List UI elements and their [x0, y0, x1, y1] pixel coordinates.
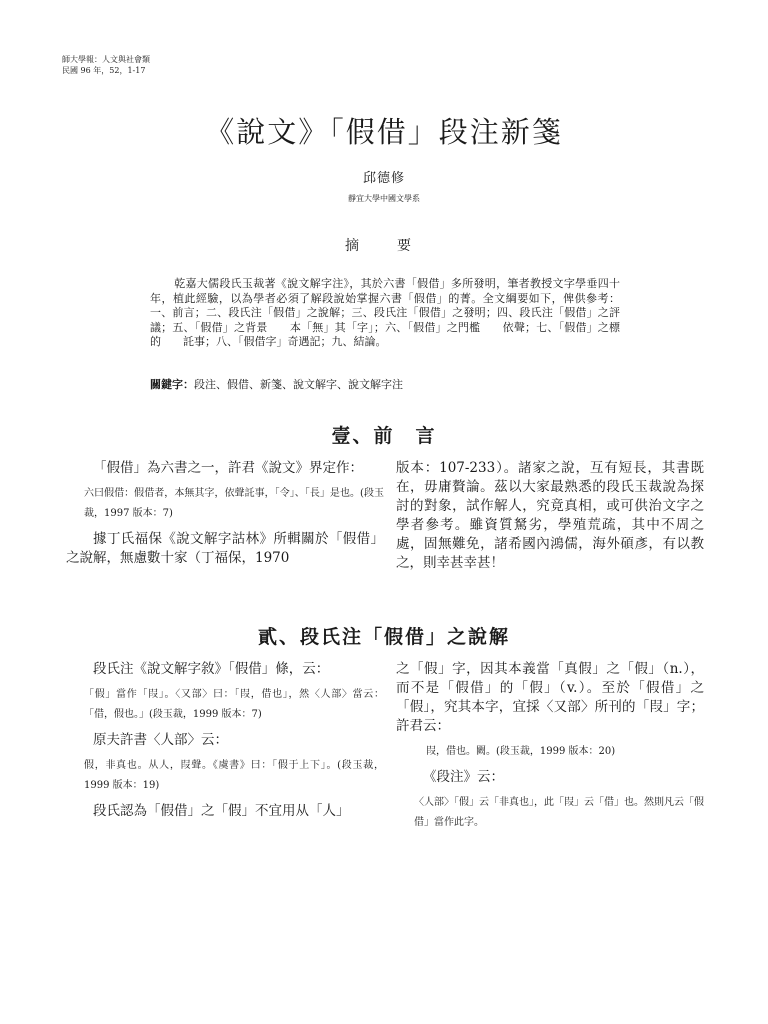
keywords: [150, 378, 620, 392]
paragraph: 段氏注《說文解字敘》「假借」條，云：: [93, 661, 330, 677]
section2-left-column: [66, 660, 384, 821]
paragraph: 據丁氏福保《說文解字詁林》所輯關於「假借」之說解，無慮數十家（丁福保，1970: [66, 531, 384, 566]
block-quote: 「假」當作「叚」。〈又部〉曰：「叚，借也」，然〈人部〉當云：「借，假也。」(段玉裁，1999 版本：7): [84, 689, 384, 720]
block-quote: 六曰假借：假借者，本無其字，依聲託事，「令」、「長」是也。(段玉裁，1997 版本：7): [84, 488, 384, 519]
paragraph: 之「假」字，因其本義當「真假」之「假」（n.），而不是「假借」的「假」（v.）。至於「假借」之「假」，究其本字，宜採〈又部〉所刊的「叚」字；許君云：: [396, 661, 704, 734]
paragraph: 版本：107-233）。諸家之說，互有短長，其書既在，毋庸贅論。茲以大家最熟悉的段氏玉裁說為探討的對象，試作解人，究竟真相，或可供治文字之學者參考。雖資質駑劣，學殖荒疏，其中不周之處，固無難免，諸希國內鴻儒，海外碩彥，有以教之，則幸甚幸甚！: [396, 460, 704, 571]
section-heading-introduction: 壹、前 言: [331, 425, 437, 447]
section-heading-duan-annotation: 貳、段氏注「假借」之說解: [257, 626, 510, 648]
paragraph: 《段注》云：: [423, 769, 504, 785]
journal-name: 師大學報：人文與社會類: [62, 55, 150, 64]
author-name: 邱德修: [362, 171, 405, 186]
paragraph: 「假借」為六書之一，許君《說文》界定作：: [93, 460, 363, 476]
section2-right-column: [396, 660, 704, 839]
keywords-label: 關鍵字：: [150, 378, 194, 391]
abstract-heading: 摘 要: [345, 238, 423, 254]
paragraph: 原夫許書〈人部〉云：: [93, 732, 228, 748]
abstract-body: 乾嘉大儒段氏玉裁著《說文解字注》，其於六書「假借」多所發明，筆者教授文字學垂四十年，植此經驗，以為學者必須了解段說始掌握六書「假借」的菁。全文綱要如下，俾供參考：一、前言；二、段氏注「假借」之說解；三、段氏注「假借」之發明；四、段氏注「假借」之評議；五、「假借」之背景 本「無」其「字」；六、「假借」之門檻 依聲；七、「假借」之標的 託事；八、「假借字」奇遇記；九、結論。: [150, 277, 620, 348]
block-quote: 假，非真也。从人，叚聲。《虞書》曰：「假于上下」。(段玉裁，1999 版本：19): [84, 760, 384, 791]
author-affiliation: 靜宜大學中國文學系: [348, 194, 420, 203]
keywords-list: 段注、假借、新箋、說文解字、說文解字注: [194, 378, 403, 391]
journal-info: [62, 54, 150, 76]
section1-right-column: [396, 459, 704, 573]
block-quote: 叚，借也。闕。(段玉裁，1999 版本：20): [426, 746, 616, 757]
section1-left-column: [66, 459, 384, 568]
journal-issue: 民國 96 年，52，1-17: [62, 66, 146, 75]
paper-title: 《說文》「假借」段注新箋: [205, 115, 563, 149]
paragraph: 段氏認為「假借」之「假」不宜用从「人」: [93, 803, 350, 819]
block-quote: 〈人部〉「假」云「非真也」，此「叚」云「借」也。然則凡云「假借」當作此字。: [414, 797, 704, 828]
